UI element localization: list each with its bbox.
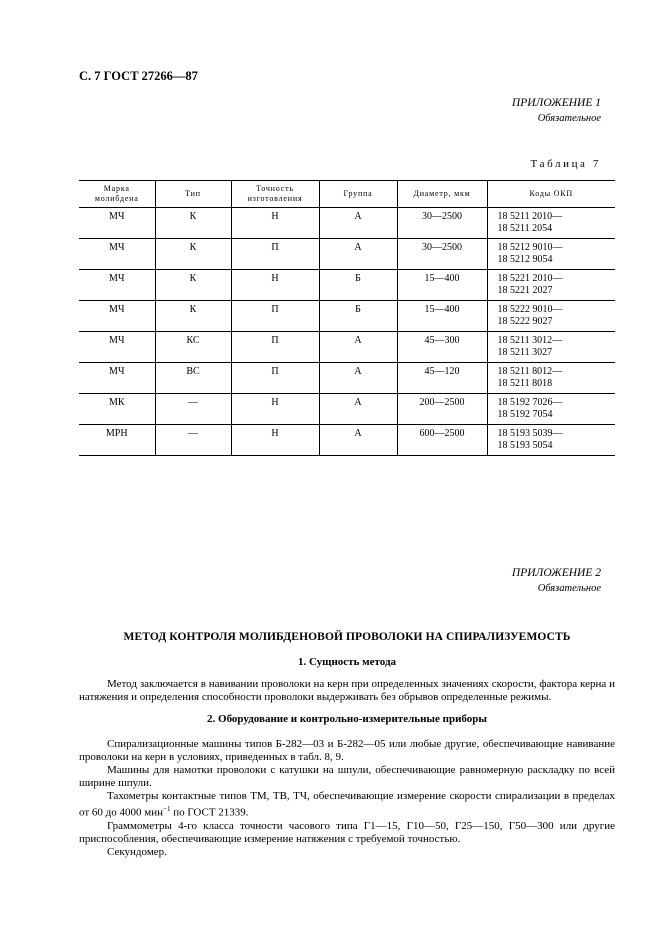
- table-cell: К: [155, 301, 231, 332]
- okp-code-cell: 18 5211 2010— 18 5211 2054: [487, 208, 615, 239]
- table-cell: —: [155, 425, 231, 456]
- appendix-1-title: ПРИЛОЖЕНИЕ 1: [511, 97, 601, 109]
- table-cell: П: [231, 239, 319, 270]
- table-cell: А: [319, 239, 397, 270]
- table-cell: МК: [79, 394, 155, 425]
- table-cell: 15—400: [397, 301, 487, 332]
- table-cell: ВС: [155, 363, 231, 394]
- table-cell: МРН: [79, 425, 155, 456]
- section-1-title: 1. Сущность метода: [297, 656, 397, 668]
- appendix-2-title: ПРИЛОЖЕНИЕ 2: [511, 567, 601, 579]
- table-cell: А: [319, 363, 397, 394]
- table-row: [79, 239, 615, 270]
- table-cell: КС: [155, 332, 231, 363]
- okp-code-cell: 18 5192 7026— 18 5192 7054: [487, 394, 615, 425]
- table-cell: МЧ: [79, 301, 155, 332]
- table-row: [79, 394, 615, 425]
- table-cell: Н: [231, 270, 319, 301]
- paragraph-gram-meters: Граммометры 4-го класса точности часового типа Г1—15, Г10—50, Г25—150, Г50—300 или другие приспособления, обеспечивающие измерение натяжения с требуемой точностью.: [79, 819, 615, 845]
- paragraph-winding: Машины для намотки проволоки с катушки на шпули, обеспечивающие равномерную раскладку по всей ширине шпули.: [79, 764, 615, 789]
- table-cell: К: [155, 270, 231, 301]
- col-header-okp-codes: Коды ОКП: [487, 181, 615, 208]
- table-cell: МЧ: [79, 239, 155, 270]
- okp-code-cell: 18 5221 2010— 18 5221 2027: [487, 270, 615, 301]
- table-row: [79, 270, 615, 301]
- table-cell: А: [319, 394, 397, 425]
- col-header-accuracy: Точность изготовления: [231, 181, 319, 208]
- section-2-text: [79, 738, 615, 859]
- okp-code-cell: 18 5211 8012— 18 5211 8018: [487, 363, 615, 394]
- table-cell: Н: [231, 425, 319, 456]
- table-cell: П: [231, 363, 319, 394]
- okp-code-cell: 18 5211 3012— 18 5211 3027: [487, 332, 615, 363]
- table-cell: Б: [319, 301, 397, 332]
- table-cell: МЧ: [79, 363, 155, 394]
- okp-code-cell: 18 5212 9010— 18 5212 9054: [487, 239, 615, 270]
- col-header-group: Группа: [319, 181, 397, 208]
- section-2-title: 2. Оборудование и контрольно-измерительные приборы: [207, 713, 487, 725]
- data-table: [79, 180, 615, 456]
- table-cell: 30—2500: [397, 208, 487, 239]
- table-cell: Н: [231, 394, 319, 425]
- okp-code-cell: 18 5193 5039— 18 5193 5054: [487, 425, 615, 456]
- table-cell: 200—2500: [397, 394, 487, 425]
- table-cell: —: [155, 394, 231, 425]
- table-cell: МЧ: [79, 208, 155, 239]
- table-row: [79, 425, 615, 456]
- table-cell: 30—2500: [397, 239, 487, 270]
- appendix-1-subtitle: Обязательное: [537, 113, 601, 124]
- table-cell: К: [155, 239, 231, 270]
- section-1-text: Метод заключается в навивании проволоки на керн при определенных значениях скорости, фактора керна и натяжения и определения способности проволоки выдерживать без обрывов определенные режимы.: [79, 678, 615, 703]
- col-header-diameter: Диаметр, мкм: [397, 181, 487, 208]
- table-cell: К: [155, 208, 231, 239]
- table-cell: А: [319, 332, 397, 363]
- table-cell: А: [319, 425, 397, 456]
- table-row: [79, 332, 615, 363]
- table-row: [79, 301, 615, 332]
- table-cell: А: [319, 208, 397, 239]
- okp-code-cell: 18 5222 9010— 18 5222 9027: [487, 301, 615, 332]
- col-header-type: Тип: [155, 181, 231, 208]
- appendix-1-label: [512, 96, 601, 126]
- appendix-2-label: [512, 566, 601, 596]
- table-cell: Б: [319, 270, 397, 301]
- page-header: С. 7 ГОСТ 27266—87: [79, 69, 198, 83]
- paragraph-stopwatch: Секундомер.: [107, 845, 167, 858]
- table-caption: Таблица 7: [530, 158, 601, 170]
- table-cell: П: [231, 332, 319, 363]
- paragraph-tachometers: Тахометры контактные типов ТМ, ТВ, ТЧ, обеспечивающие измерение скорости спирализации в пределах от 60 до 4000 мин$^{-1}$ по ГОСТ 21339.: [79, 790, 615, 819]
- method-title: МЕТОД КОНТРОЛЯ МОЛИБДЕНОВОЙ ПРОВОЛОКИ НА СПИРАЛИЗУЕМОСТЬ: [123, 631, 571, 643]
- table-cell: МЧ: [79, 270, 155, 301]
- table-header-row: [79, 181, 615, 208]
- col-header-grade: Марка молибдена: [79, 181, 155, 208]
- table-cell: МЧ: [79, 332, 155, 363]
- paragraph-machines: Спирализационные машины типов Б-282—03 и Б-282—05 или любые другие, обеспечивающие навивание проволоки на керн в условиях, приведенных в табл. 8, 9.: [79, 738, 615, 763]
- table-cell: 15—400: [397, 270, 487, 301]
- table-cell: Н: [231, 208, 319, 239]
- table-row: [79, 363, 615, 394]
- table-cell: 600—2500: [397, 425, 487, 456]
- appendix-2-subtitle: Обязательное: [537, 583, 601, 594]
- table-cell: 45—300: [397, 332, 487, 363]
- table-cell: 45—120: [397, 363, 487, 394]
- table-row: [79, 208, 615, 239]
- table-cell: П: [231, 301, 319, 332]
